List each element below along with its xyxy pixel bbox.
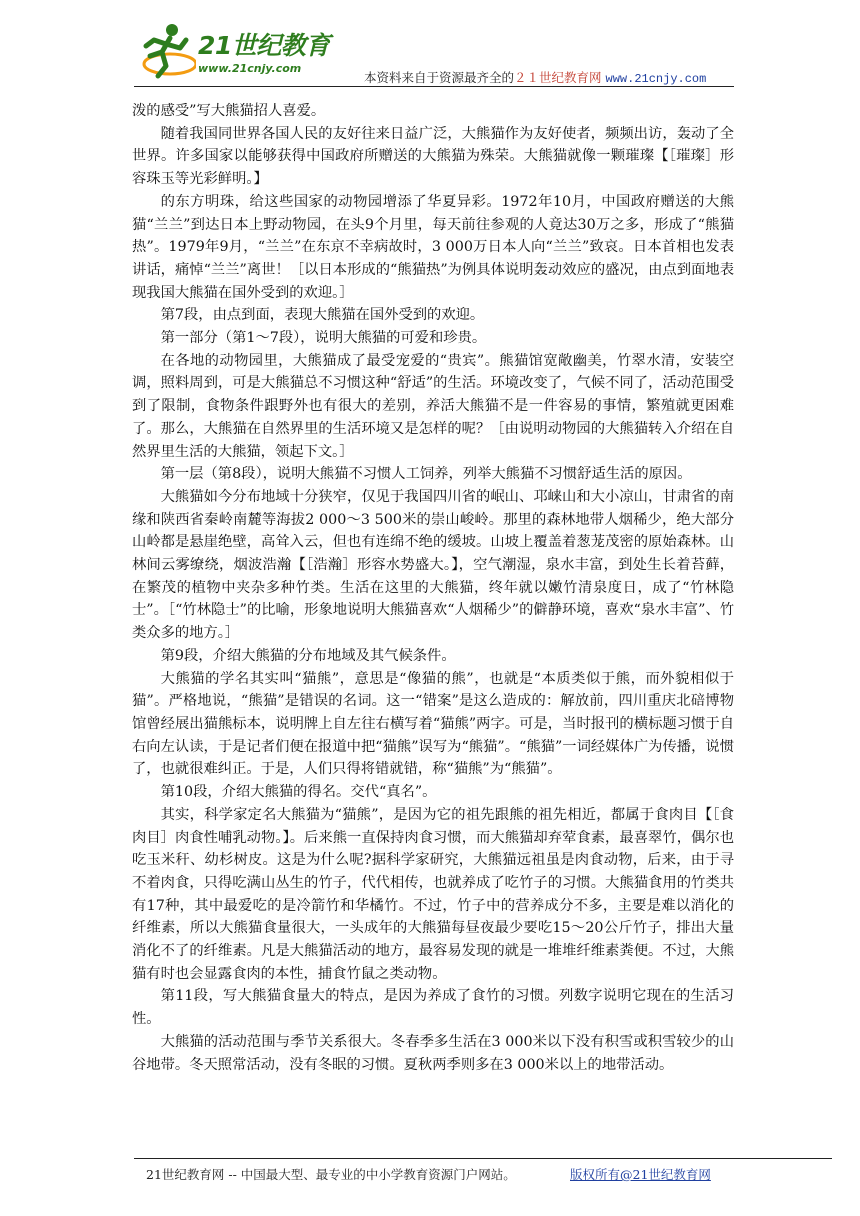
paragraph: 的东方明珠，给这些国家的动物园增添了华夏异彩。1972年10月，中国政府赠送的大熊猫“兰兰”到达日本上野动物园，在头9个月里，每天前往参观的人竟达30万之多，形成了“熊猫热”。1979年9月，“兰兰”在东京不幸病故时，3 000万日本人向“兰兰”致哀。日本首相也发表讲话，痛悼“兰兰”离世！［以日本形成的“熊猫热”为例具体说明轰动效应的盛况，由点到面地表现我国大熊猫在国外受到的欢迎。］ — [132, 193, 734, 301]
header-divider — [134, 86, 734, 87]
footer-copyright-link[interactable]: 版权所有@21世纪教育网 — [570, 1167, 711, 1182]
logo-url-text: www.21cnjy.com — [198, 62, 302, 75]
source-site-url[interactable]: www.21cnjy.com — [605, 72, 707, 86]
paragraph: 随着我国同世界各国人民的友好往来日益广泛，大熊猫作为友好使者，频频出访，轰动了全世界。许多国家以能够获得中国政府所赠送的大熊猫为殊荣。大熊猫就像一颗璀璨【［璀璨］形容珠玉等光彩鲜明。】 — [132, 125, 734, 188]
header-source-line — [364, 68, 706, 86]
runner-logo-icon — [136, 20, 196, 82]
paragraph: 其实，科学家定名大熊猫为“猫熊”，是因为它的祖先跟熊的祖先相近，都属于食肉目【［食肉目］肉食性哺乳动物。】。后来熊一直保持肉食习惯，而大熊猫却弃荤食素，最喜翠竹，偶尔也吃玉米秆、幼杉树皮。这是为什么呢?据科学家研究，大熊猫远祖虽是肉食动物，后来，由于寻不着肉食，只得吃满山丛生的竹子，代代相传，也就养成了吃竹子的习惯。大熊猫食用的竹类共有17种，其中最爱吃的是冷箭竹和华橘竹。不过，竹子中的营养成分不多，主要是难以消化的纤维素，所以大熊猫食量很大，一头成年的大熊猫每昼夜最少要吃15～20公斤竹子，排出大量消化不了的纤维素。凡是大熊猫活动的地方，最容易发现的就是一堆堆纤维素粪便。不过，大熊猫有时也会显露食肉的本性，捕食竹鼠之类动物。 — [132, 806, 734, 982]
footer-site-description: 21世纪教育网 -- 中国最大型、最专业的中小学教育资源门户网站。 — [146, 1167, 516, 1182]
paragraph-summary: 第一层（第8段），说明大熊猫不习惯人工饲养，列举大熊猫不习惯舒适生活的原因。 — [160, 466, 692, 483]
page-header — [0, 0, 860, 92]
paragraph-summary: 第一部分（第1～7段），说明大熊猫的可爱和珍贵。 — [160, 330, 487, 347]
paragraph-summary: 第7段，由点到面，表现大熊猫在国外受到的欢迎。 — [160, 307, 485, 324]
paragraph-summary: 第9段，介绍大熊猫的分布地域及其气候条件。 — [160, 647, 456, 664]
paragraph-summary: 第11段，写大熊猫食量大的特点，是因为养成了食竹的习惯。列数字说明它现在的生活习性。 — [132, 988, 734, 1028]
footer-divider — [134, 1158, 832, 1159]
paragraph: 在各地的动物园里，大熊猫成了最受宠爱的“贵宾”。熊猫馆宽敞幽美，竹翠水清，安装空调，照料周到，可是大熊猫总不习惯这种“舒适”的生活。环境改变了，气候不同了，活动范围受到了限制，食物条件跟野外也有很大的差别，养活大熊猫不是一件容易的事情，繁殖就更困难了。那么，大熊猫在自然界里的生活环境又是怎样的呢？［由说明动物园的大熊猫转入介绍在自然界里生活的大熊猫，领起下文。］ — [132, 352, 734, 460]
paragraph: 大熊猫的活动范围与季节关系很大。冬春季多生活在3 000米以下没有积雪或积雪较少的山谷地带。冬天照常活动，没有冬眠的习惯。夏秋两季则多在3 000米以上的地带活动。 — [132, 1033, 734, 1073]
logo-brand-text: 21世纪教育 — [198, 31, 330, 60]
source-prefix: 本资料来自于资源最齐全的 — [364, 70, 515, 85]
source-site-name[interactable]: ２１世纪教育网 — [514, 70, 602, 85]
site-logo — [136, 20, 336, 86]
paragraph: 泼的感受”写大熊猫招人喜爱。 — [132, 103, 326, 119]
document-body — [132, 100, 734, 1076]
paragraph-summary: 第10段，介绍大熊猫的得名。交代“真名”。 — [160, 784, 437, 801]
paragraph: 大熊猫如今分布地域十分狭窄，仅见于我国四川省的岷山、邛崃山和大小凉山，甘肃省的南缘和陕西省秦岭南麓等海拔2 000～3 500米的崇山峻岭。那里的森林地带人烟稀少，绝大部分山岭都是悬崖绝壁，高耸入云，但也有连绵不绝的缓坡。山坡上覆盖着葱茏茂密的原始森林。山林间云雾缭绕，烟波浩瀚【［浩瀚］形容水势盛大。】，空气潮湿，泉水丰富，到处生长着苔藓，在繁茂的植物中夹杂多种竹类。生活在这里的大熊猫，终年就以嫩竹清泉度日，成了“竹林隐士”。［“竹林隐士”的比喻，形象地说明大熊猫喜欢“人烟稀少”的僻静环境，喜欢“泉水丰富”、竹类众多的地方。］ — [132, 488, 734, 642]
paragraph: 大熊猫的学名其实叫“猫熊”，意思是“像猫的熊”，也就是“本质类似于熊，而外貌相似于猫”。严格地说，“熊猫”是错误的名词。这一“错案”是这么造成的：解放前，四川重庆北碚博物馆曾经展出猫熊标本，说明牌上自左往右横写着“猫熊”两字。可是，当时报刊的横标题习惯于自右向左认读，于是记者们便在报道中把“猫熊”误写为“熊猫”。“熊猫”一词经媒体广为传播，说惯了，也就很难纠正。于是，人们只得将错就错，称“猫熊”为“熊猫”。 — [132, 670, 734, 778]
